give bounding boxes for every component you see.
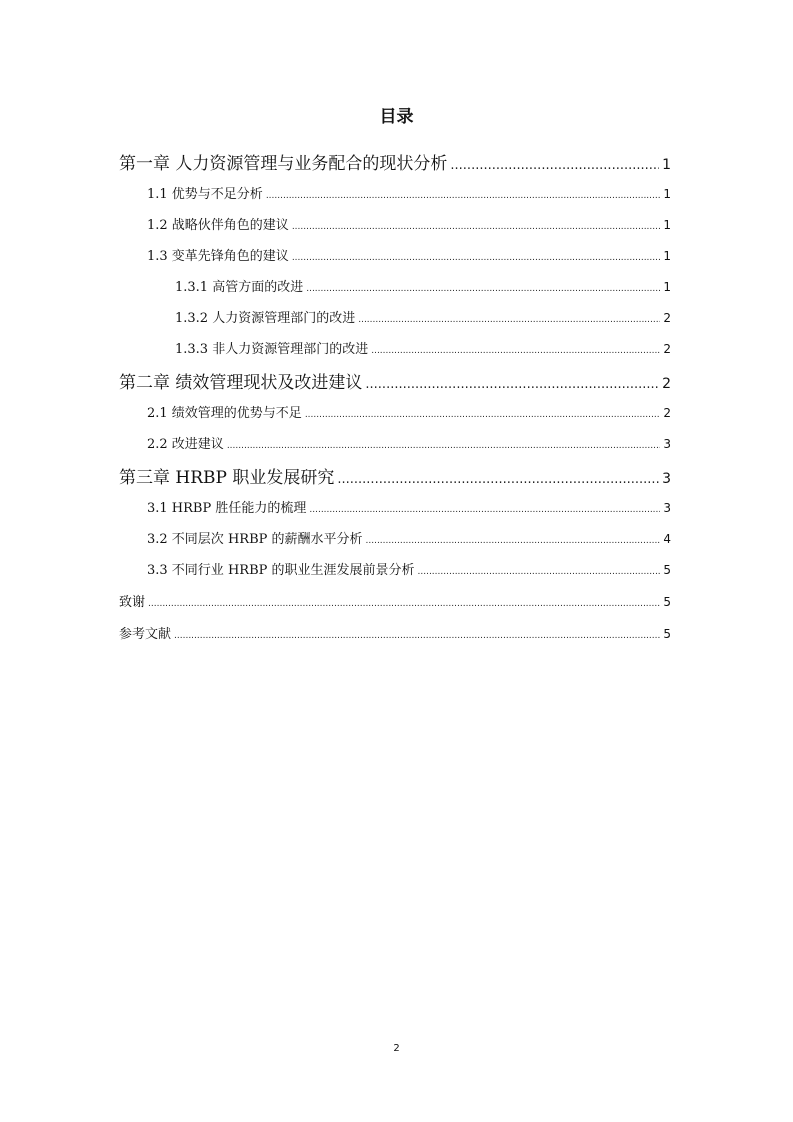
toc-entry-label: 2.1 绩效管理的优势与不足 bbox=[147, 406, 302, 421]
toc-entry-label: 1.3.3 非人力资源管理部门的改进 bbox=[175, 342, 369, 357]
toc-entry-label: 参考文献 bbox=[119, 627, 172, 642]
toc-entry-label: 2.2 改进建议 bbox=[147, 437, 224, 452]
dot-leader bbox=[450, 151, 659, 180]
dot-leader bbox=[358, 305, 660, 336]
toc-entry-references[interactable] bbox=[119, 618, 671, 650]
toc-entry-3-1[interactable] bbox=[119, 493, 671, 524]
toc-entry-label: 第二章 绩效管理现状及改进建议 bbox=[119, 373, 363, 393]
toc-entry-page: 1 bbox=[663, 187, 671, 201]
toc-entry-1-3-1[interactable] bbox=[119, 272, 671, 303]
toc-list bbox=[119, 146, 671, 650]
toc-entry-label: 1.2 战略伙伴角色的建议 bbox=[147, 218, 289, 233]
toc-entry-chapter-2[interactable] bbox=[119, 369, 671, 398]
toc-entry-chapter-1[interactable] bbox=[119, 150, 671, 179]
toc-entry-label: 3.1 HRBP 胜任能力的梳理 bbox=[147, 501, 307, 516]
toc-entry-label: 1.3 变革先锋角色的建议 bbox=[147, 249, 289, 264]
toc-entry-1-1[interactable] bbox=[119, 179, 671, 210]
toc-entry-2-2[interactable] bbox=[119, 429, 671, 460]
toc-entry-page: 1 bbox=[663, 249, 671, 263]
toc-entry-label: 1.3.2 人力资源管理部门的改进 bbox=[175, 311, 356, 326]
toc-entry-1-2[interactable] bbox=[119, 210, 671, 241]
toc-entry-3-2[interactable] bbox=[119, 524, 671, 555]
toc-entry-page: 1 bbox=[663, 280, 671, 294]
toc-entry-label: 第一章 人力资源管理与业务配合的现状分析 bbox=[119, 154, 448, 174]
toc-entry-label: 致谢 bbox=[119, 595, 146, 610]
dot-leader bbox=[371, 336, 660, 367]
toc-entry-label: 第三章 HRBP 职业发展研究 bbox=[119, 468, 335, 488]
toc-entry-page: 3 bbox=[663, 501, 671, 515]
toc-entry-label: 1.3.1 高管方面的改进 bbox=[175, 280, 304, 295]
dot-leader bbox=[266, 181, 661, 212]
toc-entry-page: 5 bbox=[663, 563, 671, 577]
toc-entry-3-3[interactable] bbox=[119, 555, 671, 586]
toc-entry-page: 2 bbox=[663, 311, 671, 325]
toc-entry-page: 3 bbox=[663, 437, 671, 451]
toc-entry-page: 2 bbox=[663, 342, 671, 356]
dot-leader bbox=[148, 588, 660, 620]
dot-leader bbox=[306, 274, 660, 305]
dot-leader bbox=[305, 400, 661, 431]
toc-entry-label: 1.1 优势与不足分析 bbox=[147, 187, 263, 202]
dot-leader bbox=[292, 212, 661, 243]
toc-entry-label: 3.3 不同行业 HRBP 的职业生涯发展前景分析 bbox=[147, 563, 415, 578]
toc-entry-page: 1 bbox=[663, 218, 671, 232]
dot-leader bbox=[292, 243, 661, 274]
page-number: 2 bbox=[393, 1043, 400, 1054]
dot-leader bbox=[366, 526, 661, 557]
toc-title: 目录 bbox=[379, 107, 414, 127]
toc-entry-page: 3 bbox=[662, 471, 671, 487]
toc-entry-page: 4 bbox=[663, 532, 671, 546]
dot-leader bbox=[227, 431, 661, 462]
toc-entry-page: 1 bbox=[662, 157, 671, 173]
toc-entry-page: 5 bbox=[663, 595, 671, 609]
toc-entry-1-3-3[interactable] bbox=[119, 334, 671, 365]
toc-entry-acknowledgements[interactable] bbox=[119, 586, 671, 618]
dot-leader bbox=[365, 370, 659, 399]
toc-entry-1-3-2[interactable] bbox=[119, 303, 671, 334]
toc-entry-page: 2 bbox=[663, 406, 671, 420]
dot-leader bbox=[418, 557, 661, 588]
toc-entry-chapter-3[interactable] bbox=[119, 464, 671, 493]
dot-leader bbox=[174, 620, 660, 652]
toc-entry-label: 3.2 不同层次 HRBP 的薪酬水平分析 bbox=[147, 532, 363, 547]
toc-entry-page: 5 bbox=[663, 627, 671, 641]
dot-leader bbox=[337, 465, 659, 494]
toc-entry-2-1[interactable] bbox=[119, 398, 671, 429]
toc-entry-1-3[interactable] bbox=[119, 241, 671, 272]
toc-entry-page: 2 bbox=[662, 376, 671, 392]
dot-leader bbox=[309, 495, 660, 526]
